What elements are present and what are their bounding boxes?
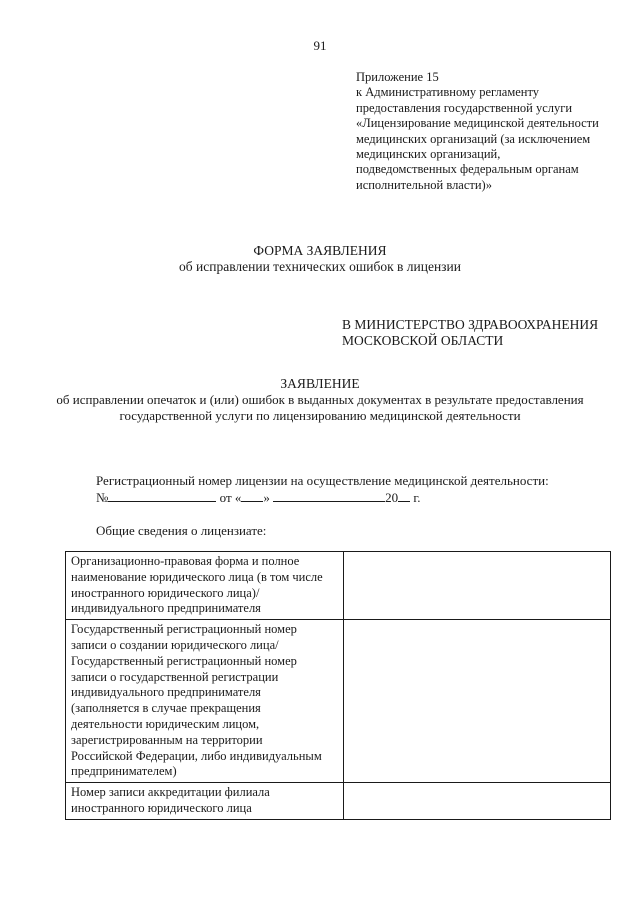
year-suffix: г. (413, 490, 421, 505)
licensee-info-table (65, 551, 611, 820)
row-label-line: зарегистрированным на территории (71, 732, 263, 747)
row-label-line: записи о государственной регистрации (71, 669, 279, 684)
registration-fields (96, 489, 616, 506)
row-label-line: Российской Федерации, либо индивидуальным (71, 748, 322, 763)
appendix-line: подведомственных федеральным органам (356, 162, 579, 177)
appendix-line: Приложение 15 (356, 70, 439, 84)
recipient-line: МОСКОВСКОЙ ОБЛАСТИ (342, 333, 504, 348)
page-number: 91 (313, 38, 327, 53)
row-label-line: индивидуального предпринимателя (71, 601, 261, 616)
form-title-subheading: об исправлении технических ошибок в лицензии (179, 259, 461, 274)
row-label (66, 783, 344, 820)
number-sign: № (96, 490, 109, 505)
year-prefix: 20 (385, 490, 399, 505)
row-label-line: Государственный регистрационный номер (71, 622, 297, 637)
row-value-cell[interactable] (343, 620, 610, 783)
table-row (66, 783, 611, 820)
statement-line: государственной услуги по лицензированию медицинской деятельности (119, 408, 521, 423)
row-label-line: (заполняется в случае прекращения (71, 701, 261, 716)
appendix-line: медицинских организаций (за исключением (356, 131, 591, 146)
row-label-line: предпринимателем) (71, 764, 177, 779)
row-label (66, 620, 344, 783)
license-number-field[interactable] (108, 490, 216, 502)
row-label-line: иностранного юридического лица (71, 800, 252, 815)
registration-block (96, 472, 616, 506)
table-row (66, 620, 611, 783)
statement-title (0, 376, 640, 424)
statement-heading: ЗАЯВЛЕНИЕ (280, 376, 360, 391)
row-label-line: наименование юридического лица (в том числе (71, 569, 323, 584)
appendix-line: медицинских организаций, (356, 147, 501, 162)
appendix-line: предоставления государственной услуги (356, 100, 573, 115)
recipient-line: В МИНИСТЕРСТВО ЗДРАВООХРАНЕНИЯ (342, 317, 599, 332)
year-field[interactable] (398, 490, 410, 502)
appendix-line: исполнительной власти)» (356, 177, 492, 192)
appendix-note (356, 70, 631, 193)
row-label-line: Организационно-правовая форма и полное (71, 554, 300, 568)
row-value-cell[interactable] (343, 552, 610, 620)
registration-label: Регистрационный номер лицензии на осуществление медицинской деятельности: (96, 473, 549, 488)
row-label-line: Государственный регистрационный номер (71, 653, 297, 668)
month-field[interactable] (273, 490, 385, 502)
statement-line: об исправлении опечаток и (или) ошибок в выданных документах в результате предоставления (56, 392, 584, 407)
row-label (66, 552, 344, 620)
row-label-line: индивидуального предпринимателя (71, 685, 261, 700)
day-field[interactable] (241, 490, 263, 502)
from-text: от « (219, 490, 242, 505)
form-title-heading: ФОРМА ЗАЯВЛЕНИЯ (253, 243, 387, 258)
recipient-block (342, 317, 632, 349)
row-value-cell[interactable] (343, 783, 610, 820)
form-title (0, 243, 640, 275)
row-label-line: Номер записи аккредитации филиала (71, 785, 270, 800)
table-row (66, 552, 611, 620)
appendix-line: к Административному регламенту (356, 85, 540, 100)
general-info-label: Общие сведения о лицензиате: (96, 523, 267, 538)
row-label-line: записи о создании юридического лица/ (71, 637, 279, 652)
row-label-line: деятельности юридическим лицом, (71, 716, 260, 731)
appendix-line: «Лицензирование медицинской деятельности (356, 116, 599, 131)
row-label-line: иностранного юридического лица)/ (71, 585, 260, 600)
close-quote: » (263, 490, 270, 505)
